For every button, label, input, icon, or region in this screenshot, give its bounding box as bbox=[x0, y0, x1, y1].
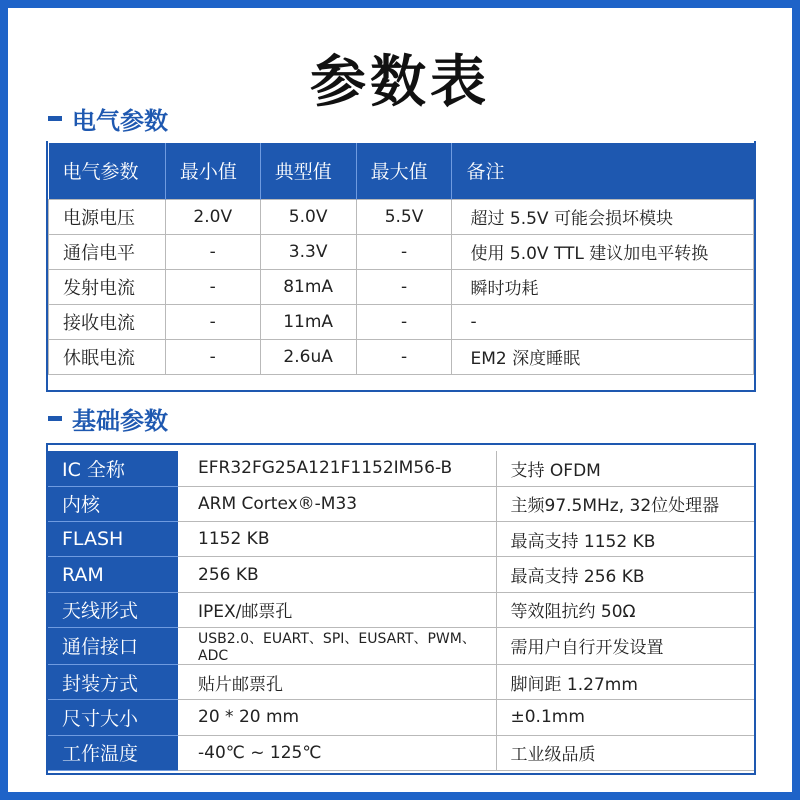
row-value: 1152 KB bbox=[178, 522, 496, 557]
row-note: 支持 OFDM bbox=[496, 451, 754, 486]
basic-table bbox=[48, 451, 754, 771]
table-cell: 休眠电流 bbox=[49, 339, 166, 374]
table-cell: 11mA bbox=[260, 304, 356, 339]
row-value: IPEX/邮票孔 bbox=[178, 592, 496, 627]
row-value: ARM Cortex®-M33 bbox=[178, 486, 496, 521]
table-row bbox=[49, 269, 754, 304]
electrical-table bbox=[48, 143, 754, 375]
table-cell: 发射电流 bbox=[49, 269, 166, 304]
table-cell: - bbox=[356, 304, 452, 339]
table-cell: - bbox=[165, 304, 260, 339]
row-note: 主频97.5MHz, 32位处理器 bbox=[496, 486, 754, 521]
section-marker bbox=[48, 116, 62, 121]
row-note: 等效阻抗约 50Ω bbox=[496, 592, 754, 627]
table-cell: 电源电压 bbox=[49, 199, 166, 234]
table-cell: 使用 5.0V TTL 建议加电平转换 bbox=[452, 234, 754, 269]
row-value: USB2.0、EUART、SPI、EUSART、PWM、ADC bbox=[178, 627, 496, 664]
table-cell: - bbox=[165, 234, 260, 269]
row-note: ±0.1mm bbox=[496, 700, 754, 735]
column-header: 典型值 bbox=[260, 143, 356, 199]
row-note: 脚间距 1.27mm bbox=[496, 664, 754, 699]
table-row bbox=[48, 451, 754, 486]
section-heading-basic bbox=[48, 403, 168, 433]
table-header-row bbox=[49, 143, 754, 199]
table-cell: 81mA bbox=[260, 269, 356, 304]
row-note: 最高支持 256 KB bbox=[496, 557, 754, 592]
table-row bbox=[48, 627, 754, 664]
row-note: 工业级品质 bbox=[496, 735, 754, 770]
table-row bbox=[48, 486, 754, 521]
row-note: 最高支持 1152 KB bbox=[496, 522, 754, 557]
table-row bbox=[48, 522, 754, 557]
row-label: 天线形式 bbox=[48, 592, 178, 627]
section-title: 电气参数 bbox=[72, 106, 168, 135]
row-label: 工作温度 bbox=[48, 735, 178, 770]
table-cell: - bbox=[165, 339, 260, 374]
table-cell: 5.5V bbox=[356, 199, 452, 234]
table-cell: 通信电平 bbox=[49, 234, 166, 269]
table-row bbox=[49, 234, 754, 269]
table-cell: - bbox=[356, 234, 452, 269]
table-row bbox=[48, 700, 754, 735]
table-row bbox=[49, 339, 754, 374]
column-header: 电气参数 bbox=[49, 143, 166, 199]
row-value: 贴片邮票孔 bbox=[178, 664, 496, 699]
table-cell: - bbox=[452, 304, 754, 339]
row-label: 尺寸大小 bbox=[48, 700, 178, 735]
table-cell: 瞬时功耗 bbox=[452, 269, 754, 304]
table-row bbox=[48, 664, 754, 699]
table-row bbox=[48, 592, 754, 627]
table-row bbox=[48, 735, 754, 770]
row-value: -40℃ ~ 125℃ bbox=[178, 735, 496, 770]
spec-sheet bbox=[8, 8, 792, 792]
column-header: 最小值 bbox=[165, 143, 260, 199]
table-row bbox=[49, 199, 754, 234]
row-label: 封装方式 bbox=[48, 664, 178, 699]
table-cell: EM2 深度睡眠 bbox=[452, 339, 754, 374]
table-cell: - bbox=[356, 269, 452, 304]
section-heading-electrical bbox=[48, 103, 168, 133]
row-value: 20 * 20 mm bbox=[178, 700, 496, 735]
column-header: 最大值 bbox=[356, 143, 452, 199]
row-label: RAM bbox=[48, 557, 178, 592]
table-cell: - bbox=[165, 269, 260, 304]
table-cell: 2.6uA bbox=[260, 339, 356, 374]
table-cell: - bbox=[356, 339, 452, 374]
row-label: 通信接口 bbox=[48, 627, 178, 664]
table-row bbox=[48, 557, 754, 592]
row-label: 内核 bbox=[48, 486, 178, 521]
row-label: IC 全称 bbox=[48, 451, 178, 486]
row-value: 256 KB bbox=[178, 557, 496, 592]
table-cell: 2.0V bbox=[165, 199, 260, 234]
table-cell: 接收电流 bbox=[49, 304, 166, 339]
page-title: 参数表 bbox=[310, 50, 490, 115]
table-cell: 超过 5.5V 可能会损坏模块 bbox=[452, 199, 754, 234]
row-label: FLASH bbox=[48, 522, 178, 557]
table-row bbox=[49, 304, 754, 339]
row-note: 需用户自行开发设置 bbox=[496, 627, 754, 664]
section-title: 基础参数 bbox=[72, 406, 168, 435]
row-value: EFR32FG25A121F1152IM56-B bbox=[178, 451, 496, 486]
table-cell: 3.3V bbox=[260, 234, 356, 269]
section-marker bbox=[48, 416, 62, 421]
column-header: 备注 bbox=[452, 143, 754, 199]
table-cell: 5.0V bbox=[260, 199, 356, 234]
